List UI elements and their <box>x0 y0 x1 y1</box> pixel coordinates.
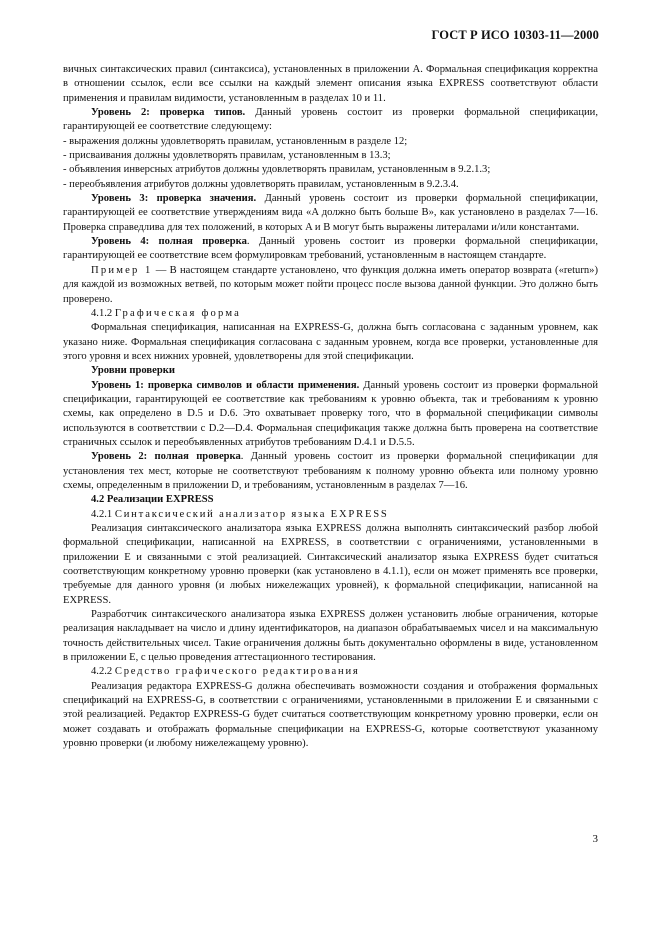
section-heading-4-2-1 <box>63 508 598 522</box>
list-item: - выражения должны удовлетворять правилам, установленным в разделе 12; <box>63 135 408 147</box>
g-level-2-heading: Уровень 2: полная проверка <box>91 451 241 463</box>
standard-header: ГОСТ Р ИСО 10303-11—2000 <box>431 28 599 42</box>
example-label: Пример 1 <box>91 264 153 276</box>
document-body <box>63 63 598 752</box>
example-note <box>63 264 598 307</box>
example-text: — В настоящем стандарте установлено, что функция должна иметь оператор возврата («return») для каждой из возможных ветвей, по которым может пойти процесс после вызова данной функции. Это должно быть проверено. <box>63 264 598 305</box>
section-title: Графическая форма <box>114 307 242 319</box>
section-number: 4.2.1 <box>91 508 115 520</box>
section-number: 4.1.2 <box>91 307 115 319</box>
level-4-heading: Уровень 4: полная проверка <box>91 236 247 248</box>
paragraph-g-level-2 <box>63 450 598 493</box>
list-item: - переобъявления атрибутов должны удовлетворять правилам, установленным в 9.2.3.4. <box>63 178 459 190</box>
paragraph-parser: Реализация синтаксического анализатора языка EXPRESS должна выполнять синтаксический разбор любой формальной спецификации, написанной на EXPRESS, в соответствии с ограничениями, установленными в приложении E и связанными с этой реализацией. Синтаксический анализатор языка EXPRESS будет считаться соответствующим конкретному уровню проверки (как установлено в 4.1.1), если он может применять все проверки, требуемые для данного уровня (и любых нижележащих уровней), к формальной спецификации, написанной на EXPRESS. <box>63 523 598 606</box>
list-item: - объявления инверсных атрибутов должны удовлетворять правилам, установленным в 9.2.1.3; <box>63 164 491 176</box>
level-2-text: Данный уровень состоит из проверки формальной спецификации, гарантирующей ее соответствие следующему: <box>63 107 598 133</box>
section-title: Синтаксический анализатор языка EXPRESS <box>114 508 389 520</box>
paragraph-parser-limits: Разработчик синтаксического анализатора языка EXPRESS должен установить любые ограничения, которые реализация накладывает на число и длину идентификаторов, на диапазон обрабатываемых чисел и на максимальную точность действительных чисел. Такие ограничения должны быть документально оформлены в виде, установленном в приложении E, с целью проведения аттестационного тестирования. <box>63 609 598 664</box>
level-3-text: Данный уровень состоит из проверки формальной спецификации, гарантирующей ее соответствие утверждениям вида «A должно быть больше B», как установлено в разделах 7—16. Проверка справедлива для тех положений, в которых A и B могут быть выражены литералами и/или константами. <box>63 193 598 233</box>
paragraph-graphic-form: Формальная спецификация, написанная на EXPRESS-G, должна быть согласована с заданным уровнем, как указано ниже. Формальная спецификация согласована с заданным уровнем, когда все проверки, установленные для этого уровня и всех нижних уровней, удовлетворены для этой спецификации. <box>63 322 598 362</box>
paragraph-level-4 <box>63 235 598 264</box>
section-heading-4-2: 4.2 Реализации EXPRESS <box>91 494 214 506</box>
section-heading-4-1-2 <box>63 307 598 321</box>
level-3-heading: Уровень 3: проверка значения. <box>91 193 257 205</box>
section-number: 4.2.2 <box>91 666 115 678</box>
paragraph-continuation: вичных синтаксических правил (синтаксиса), установленных в приложении А. Формальная спецификация корректна в отношении ссылок, если все ссылки на каждый элемент описания языка EXPRESS соответствуют области применения и правилам видимости, установленным в разделах 10 и 11. <box>63 64 598 104</box>
list-item: - присваивания должны удовлетворять правилам, установленным в 13.3; <box>63 150 391 162</box>
level-4-text: . Данный уровень состоит из проверки формальной спецификации, гарантирующей ее соответствие всем формулировкам требований, установленным в настоящем стандарте. <box>63 236 599 262</box>
paragraph-g-level-1 <box>63 379 598 451</box>
section-title: Средство графического редактирования <box>114 666 360 678</box>
page-number: 3 <box>592 833 598 845</box>
section-heading-4-2-2 <box>63 665 598 679</box>
g-level-1-text: Данный уровень состоит из проверки формальной спецификации, гарантирующей ее соответствие как требованиям к уровню объекта, так и требованиям к уровню схемы, как определено в D.5 и D.6. Это охватывает проверку того, что в формальной спецификации символы используются в соответствии с D.2—D.4. Формальная спецификация также должна быть проверена на соответствие страничных ссылок и переобъявленных атрибутов требованиям D.4.1 и D.5.5. <box>63 379 598 448</box>
paragraph-level-2-type-check <box>63 106 598 135</box>
g-level-1-heading: Уровень 1: проверка символов и области применения. <box>91 379 360 391</box>
paragraph-level-3 <box>63 192 598 235</box>
g-level-2-text: . Данный уровень состоит из проверки формальной спецификации для установления тех мест, которые не соответствуют требованиям к полному уровню объекта или полному уровню схемы, определенным в приложении D, и требованиям, установленным в разделах 7—16. <box>63 451 599 491</box>
levels-heading: Уровни проверки <box>91 365 175 377</box>
level-2-heading: Уровень 2: проверка типов. <box>91 107 246 119</box>
paragraph-graphic-editor: Реализация редактора EXPRESS-G должна обеспечивать возможности создания и отображения формальных спецификаций на EXPRESS-G, в соответствии с ограничениями, установленными в приложении E и связанными с этой реализацией. Редактор EXPRESS-G будет считаться соответствующим конкретному уровню проверки, если он может создавать и отображать формальные спецификации на EXPRESS-G, которые соответствуют указанному уровню проверки (и любому нижележащему уровню). <box>63 680 598 750</box>
